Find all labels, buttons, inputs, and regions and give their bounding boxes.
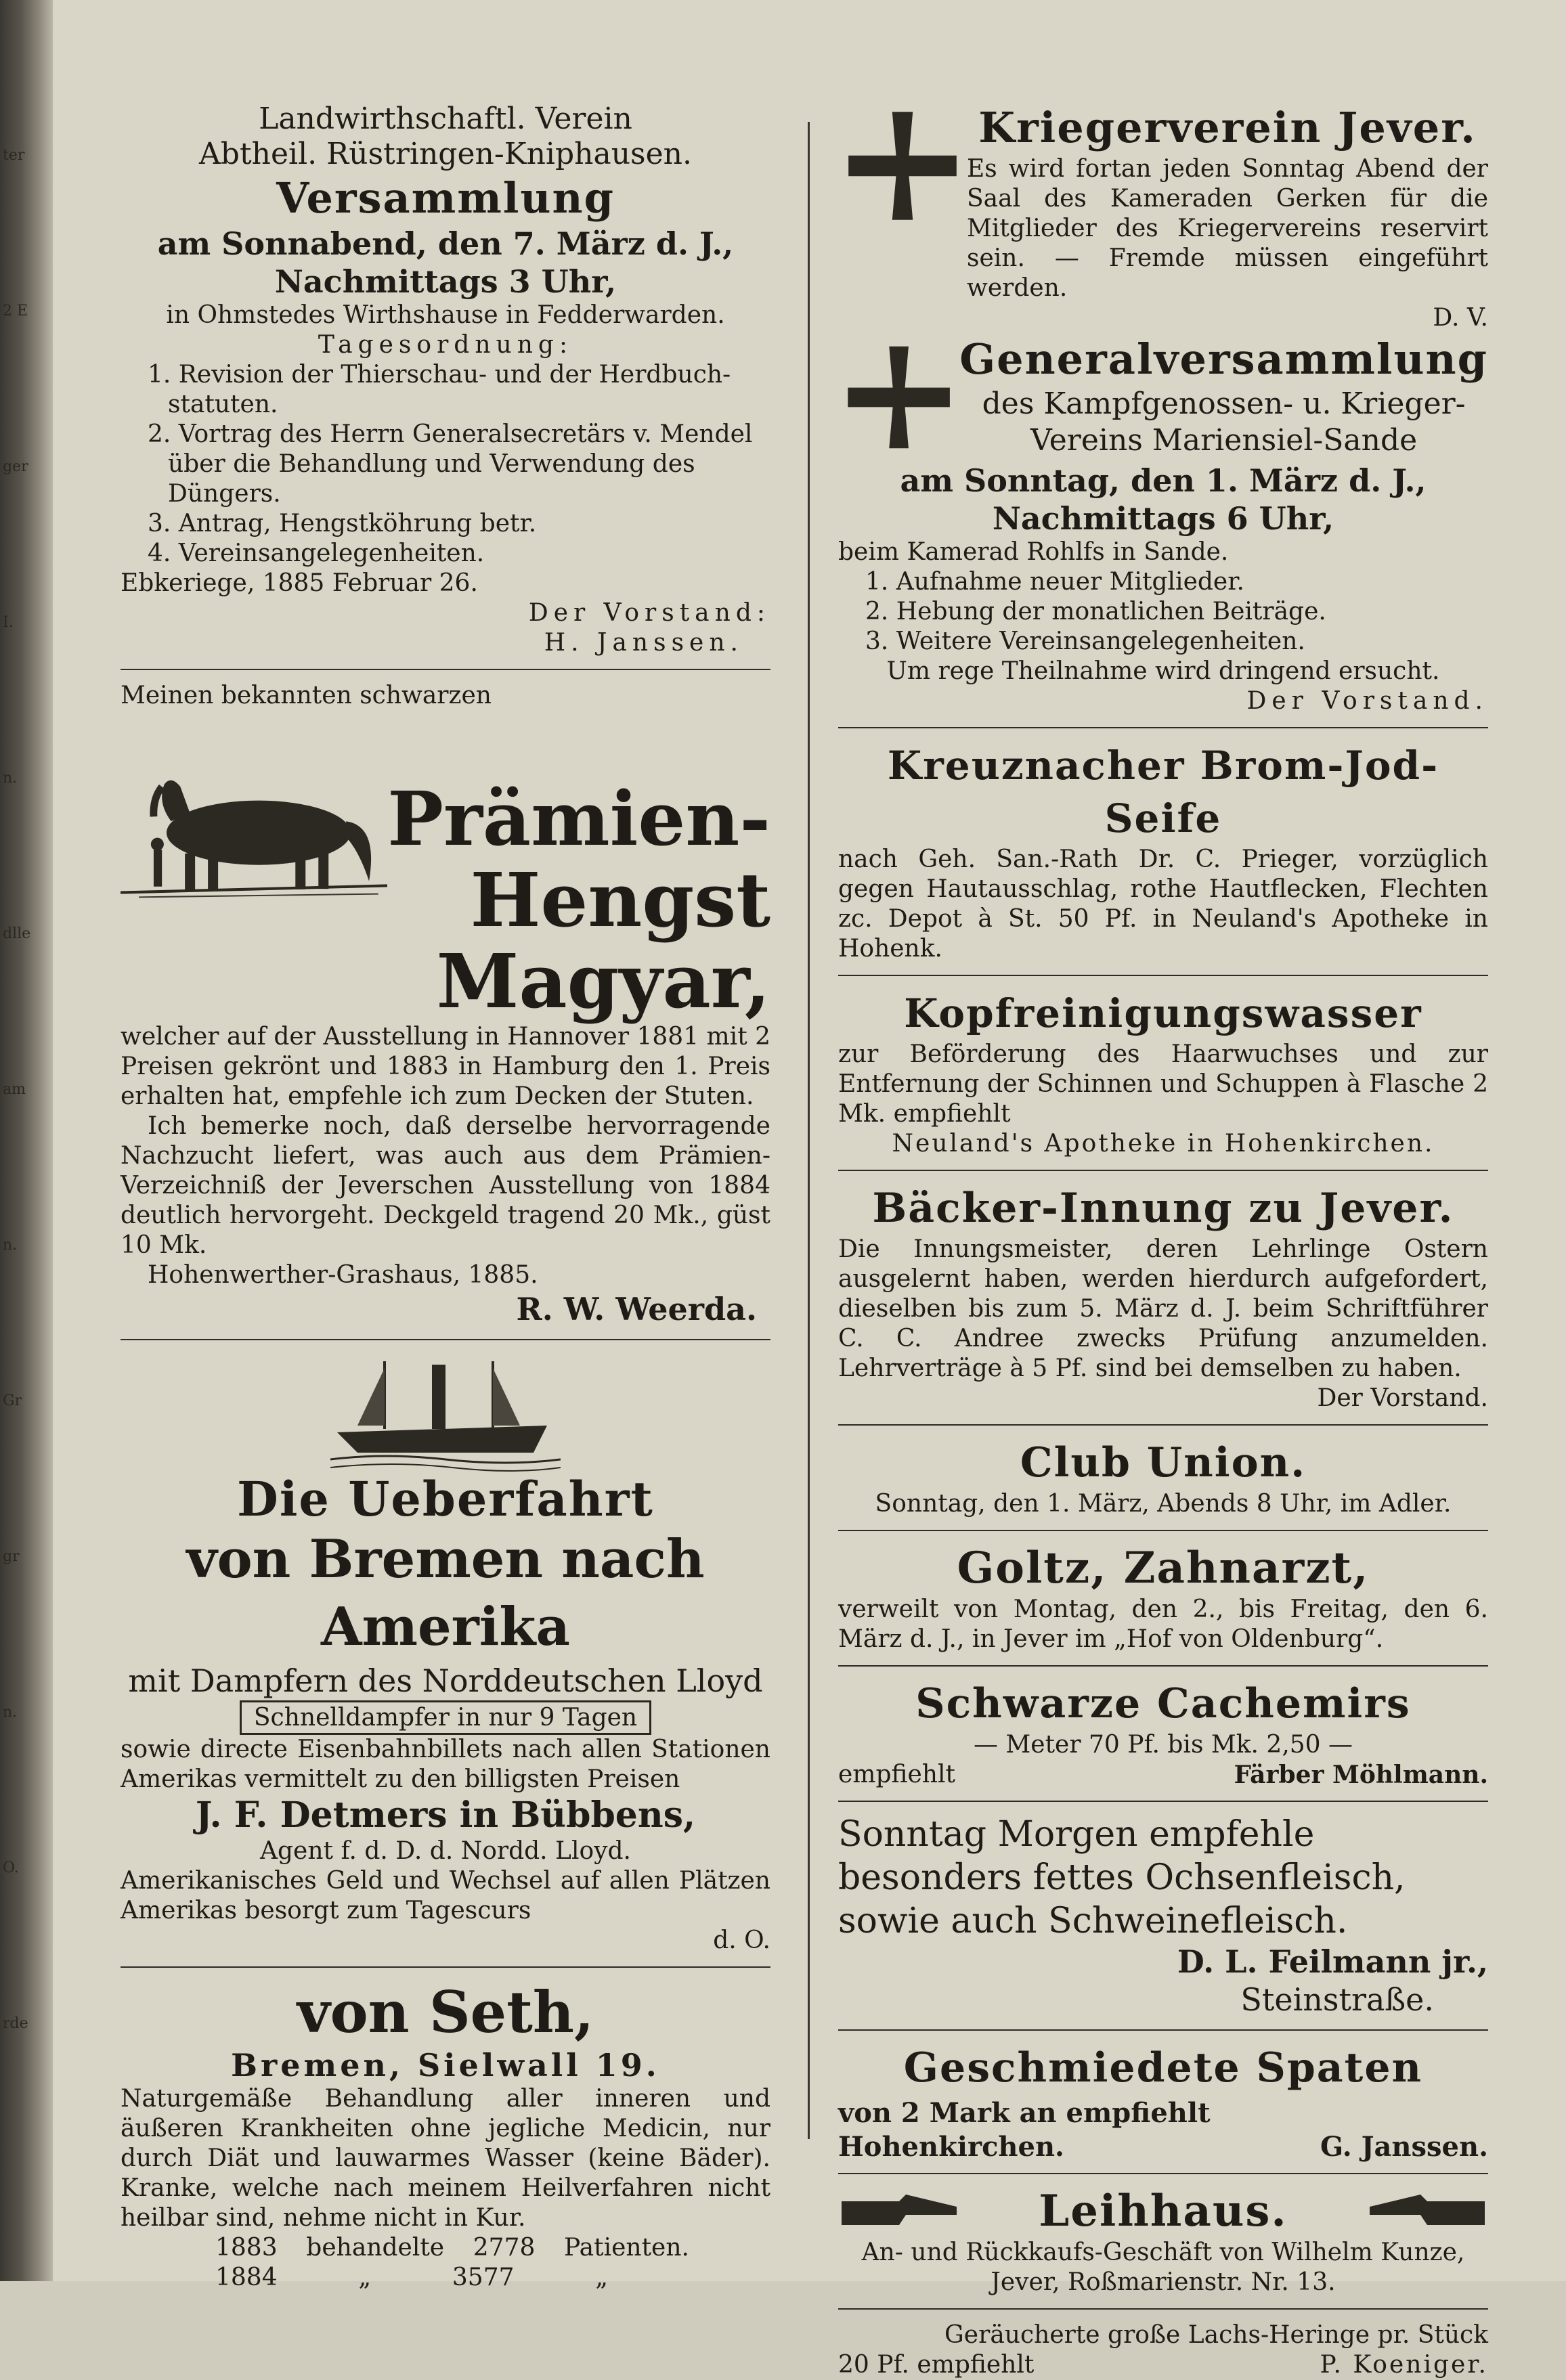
ad-title: Kopfreinigungswasser [904, 990, 1422, 1036]
patient-cell: „ [595, 2264, 608, 2291]
ad-place: Hohenwerther-Grashaus, 1885. [148, 1261, 538, 1289]
ad-line: Abtheil. Rüstringen-Kniphausen. [199, 137, 692, 171]
patient-cell: „ [358, 2264, 372, 2291]
ad-body: Naturgemäße Behandlung aller inneren und äußeren Krankheiten ohne jegliche Medicin, nur durch Diät und lauwarmes Wasser (keine Bäder). Kranke, welche nach meinem Heilverfahren nicht heilbar sind, nehme nicht in Kur. [121, 2085, 770, 2232]
ad-body: welcher auf der Ausstellung in Hannover 1881 mit 2 Preisen gekrönt und 1883 in Hamburg den 1. Preis erhalten hat, empfehle ich zum Decken der Stuten. [121, 1023, 771, 1110]
ad-date: am Sonntag, den 1. März d. J., [900, 462, 1427, 499]
ad-landwirthschaft [121, 102, 770, 658]
ad-line: Landwirthschaftl. Verein [259, 102, 632, 136]
ad-signature: D. L. Feilmann jr., [1177, 1943, 1488, 1980]
ad-plea: Um rege Theilnahme wird dringend ersucht. [886, 657, 1440, 685]
ad-title: Versammlung [276, 173, 615, 223]
ad-subtitle: Vereins Mariensiel-Sande [1030, 423, 1418, 458]
divider-rule [838, 975, 1488, 976]
patient-row [121, 2263, 770, 2293]
left-column [121, 102, 770, 2293]
ad-title: von Bremen nach Amerika [186, 1528, 705, 1658]
ad-date: am Sonnabend, den 7. März d. J., [157, 225, 734, 262]
ad-agent-line: Agent f. d. D. d. Nordd. Lloyd. [260, 1837, 631, 1865]
binding-edge-fragment: ter [3, 147, 25, 164]
ad-footer-row [838, 1760, 1488, 1790]
ad-body: Sonntag Morgen empfehle besonders fettes Ochsenfleisch, sowie auch Schweinefleisch. [838, 1814, 1406, 1941]
ad-body: von 2 Mark an empfiehlt [838, 2097, 1211, 2129]
ad-signature: Der Vorstand. [1246, 687, 1488, 715]
ad-address: Bremen, Sielwall 19. [231, 2047, 660, 2084]
divider-rule [838, 1170, 1488, 1171]
ad-signature: D. V. [1433, 304, 1488, 332]
binding-edge-fragment: 2 E [3, 303, 28, 319]
binding-edge-fragment: am [3, 1081, 26, 1098]
divider-rule [121, 1339, 770, 1340]
ad-body: An- und Rückkaufs-Geschäft von Wilhelm Kunze, Jever, Roßmarienstr. Nr. 13. [861, 2239, 1465, 2296]
divider-rule [121, 669, 770, 670]
binding-edge-fragment: ger [3, 458, 28, 475]
ad-price: — Meter 70 Pf. bis Mk. 2,50 — [973, 1731, 1353, 1759]
patient-row [121, 2233, 770, 2263]
horse-title-line: Hengst [470, 856, 770, 944]
patient-cell: 1883 [215, 2234, 278, 2262]
patient-cell: 2778 [473, 2234, 536, 2262]
ad-body: zur Beförderung des Haarwuchses und zur Entfernung der Schinnen und Schuppen à Flasche 2 Mk. empfiehlt [838, 1040, 1488, 1128]
patient-cell: 1884 [215, 2264, 278, 2291]
binding-edge-fragment: Gr [3, 1392, 22, 1409]
ad-signature: R. W. Weerda. [516, 1291, 757, 1327]
ad-title: Goltz, Zahnarzt, [957, 1543, 1370, 1593]
ad-kriegerverein [838, 102, 1488, 333]
agenda-item: 3. Antrag, Hengstköhrung betr. [148, 510, 537, 537]
ad-signature: G. Janssen. [1320, 2131, 1488, 2163]
ad-signature: Neuland's Apotheke in Hohenkirchen. [892, 1130, 1435, 1158]
ad-lachs-heringe [838, 2320, 1488, 2380]
binding-edge-fragment: n. [3, 1704, 18, 1721]
binding-edge-fragment: gr [3, 1548, 20, 1565]
ad-body: nach Geh. San.-Rath Dr. C. Prieger, vorzüglich gegen Hautausschlag, rothe Hautflecken, Flechten zc. Depot à St. 50 Pf. in Neuland's Apotheke in Hohenk. [838, 845, 1488, 963]
ad-title: Leihhaus. [1039, 2186, 1288, 2236]
ad-body: Amerikanisches Geld und Wechsel auf allen Plätzen Amerikas besorgt zum Tagescurs [121, 1867, 770, 1924]
ad-body: Sonntag, den 1. März, Abends 8 Uhr, im Adler. [875, 1490, 1452, 1518]
agenda-item: 1. Revision der Thierschau- und der Herdbuch-statuten. [148, 361, 731, 418]
ad-signature: Der Vorstand. [1317, 1384, 1488, 1412]
ad-footer-left: Hohenkirchen. [838, 2131, 1064, 2163]
ad-signature: d. O. [713, 1926, 770, 1954]
ad-title: Club Union. [1020, 1439, 1307, 1486]
ad-body: Es wird fortan jeden Sonntag Abend der Saal des Kameraden Gerken für die Mitglieder des Kriegervereins reservirt sein. — Fremde müssen eingeführt werden. [967, 155, 1488, 302]
ad-spaten [838, 2042, 1488, 2162]
horse-title-line: Prämien- [387, 775, 770, 862]
pointing-hand-left-icon [1366, 2188, 1488, 2235]
ad-von-seth [121, 1979, 770, 2293]
binding-edge-fragment: O. [3, 1859, 19, 1876]
ad-agent: J. F. Detmers in Bübbens, [195, 1794, 696, 1836]
binding-edge-fragment: I. [3, 614, 14, 631]
ad-boxed-label: Schnelldampfer in nur 9 Tagen [240, 1700, 651, 1735]
ad-place: in Ohmstedes Wirthshause in Fedderwarden. [166, 301, 725, 329]
divider-rule [838, 727, 1488, 728]
ad-time: Nachmittags 3 Uhr, [274, 263, 617, 300]
binding-edge-fragment: n. [3, 1237, 18, 1254]
patient-cell: 3577 [452, 2264, 515, 2291]
binding-edge-text [0, 0, 53, 2281]
ad-club-union [838, 1436, 1488, 1519]
binding-edge-fragment: n. [3, 770, 18, 787]
ad-footer-left: 20 Pf. empfiehlt [838, 2351, 1035, 2379]
ad-signature: P. Koeniger. [1320, 2351, 1488, 2379]
ad-leihhaus [838, 2185, 1488, 2297]
divider-rule [838, 2029, 1488, 2031]
ad-title: von Seth, [297, 1979, 594, 2046]
agenda-item: 2. Vortrag des Herrn Generalsecretärs v. Mendel über die Behandlung und Verwendung des Düngers. [148, 420, 753, 508]
divider-rule [121, 1966, 770, 1968]
divider-rule [838, 1424, 1488, 1426]
ad-title: Kreuznacher Brom-Jod-Seife [887, 743, 1439, 841]
divider-rule [838, 2173, 1488, 2174]
iron-cross-icon [838, 102, 967, 230]
divider-rule [838, 1801, 1488, 1802]
ad-kopfreinigungswasser [838, 987, 1488, 1159]
ad-intro: Meinen bekannten schwarzen [121, 682, 492, 709]
patient-cell: behandelte [306, 2234, 445, 2262]
ad-baecker-innung [838, 1182, 1488, 1413]
steamship-illustration [330, 1351, 561, 1473]
ad-footer-left: empfiehlt [838, 1761, 955, 1788]
ad-dateline: Ebkeriege, 1885 Februar 26. [121, 569, 478, 597]
horse-row [121, 711, 770, 944]
agenda-item: 1. Aufnahme neuer Mitglieder. [865, 568, 1244, 596]
column-divider [808, 122, 810, 2139]
ad-title: Bäcker-Innung zu Jever. [872, 1185, 1454, 1232]
newspaper-page [53, 0, 1566, 2379]
horse-name: Magyar, [436, 938, 770, 1025]
ad-title: Kriegerverein Jever. [978, 103, 1477, 152]
ad-title: Schwarze Cachemirs [915, 1680, 1411, 1727]
ad-brom-jod-seife [838, 739, 1488, 964]
ad-ochsenfleisch [838, 1813, 1488, 2019]
ad-cachemirs [838, 1677, 1488, 1790]
ad-body: Geräucherte große Lachs-Heringe pr. Stück [944, 2321, 1488, 2349]
divider-rule [838, 1665, 1488, 1667]
ad-title: Geschmiedete Spaten [903, 2044, 1423, 2092]
ad-ueberfahrt [121, 1351, 770, 1956]
agenda-item: 3. Weitere Vereinsangelegenheiten. [865, 627, 1305, 655]
ad-subtitle: des Kampfgenossen- u. Krieger- [982, 387, 1466, 421]
ad-subtitle: mit Dampfern des Norddeutschen Lloyd [128, 1662, 763, 1699]
ad-footer-row [838, 2132, 1488, 2162]
binding-edge-fragment: rde [3, 2015, 28, 2032]
horse-title [387, 775, 770, 944]
pointing-hand-right-icon [838, 2188, 960, 2235]
ad-body: Ich bemerke noch, daß derselbe hervorragende Nachzucht liefert, was auch aus dem Prämien-Verzeichniß der Jeverschen Ausstellung von 1884 deutlich hervorgeht. Deckgeld tragend 20 Mk., güst 10 Mk. [121, 1112, 770, 1259]
ad-praemien-hengst [121, 681, 770, 1328]
patient-cell: Patienten. [564, 2234, 689, 2262]
agenda-heading: Tagesordnung: [318, 331, 573, 359]
right-column [838, 102, 1488, 2380]
iron-cross-icon [838, 333, 959, 462]
ad-generalversammlung [838, 333, 1488, 716]
ad-place: beim Kamerad Rohlfs in Sande. [838, 538, 1229, 566]
agenda-item: 2. Hebung der monatlichen Beiträge. [865, 598, 1326, 625]
ad-body: verweilt von Montag, den 2., bis Freitag, den 6. März d. J., in Jever im „Hof von Oldenburg“. [838, 1595, 1488, 1653]
horse-illustration [121, 711, 387, 941]
divider-rule [838, 1530, 1488, 1531]
ad-signature: H. Janssen. [544, 629, 743, 657]
divider-rule [838, 2308, 1488, 2310]
agenda-item: 4. Vereinsangelegenheiten. [148, 539, 485, 567]
ad-signature: Färber Möhlmann. [1234, 1761, 1488, 1789]
ad-goltz [838, 1542, 1488, 1654]
ad-address: Steinstraße. [1240, 1981, 1434, 2018]
ad-body: sowie directe Eisenbahnbillets nach allen Stationen Amerikas vermittelt zu den billigsten Preisen [121, 1736, 770, 1793]
ad-title: Generalversammlung [959, 334, 1488, 384]
ad-time: Nachmittags 6 Uhr, [992, 500, 1334, 537]
ad-title: Die Ueberfahrt [237, 1471, 654, 1527]
ad-footer-row [838, 2350, 1488, 2380]
ad-body: Die Innungsmeister, deren Lehrlinge Ostern ausgelernt haben, werden hierdurch aufgefordert, dieselben bis zum 5. März d. J. beim Schriftführer C. C. Andree zwecks Prüfung anzumelden. Lehrverträge à 5 Pf. sind bei demselben zu haben. [838, 1235, 1488, 1382]
binding-edge-fragment: dlle [3, 925, 31, 942]
ad-signature: Der Vorstand: [528, 599, 770, 627]
